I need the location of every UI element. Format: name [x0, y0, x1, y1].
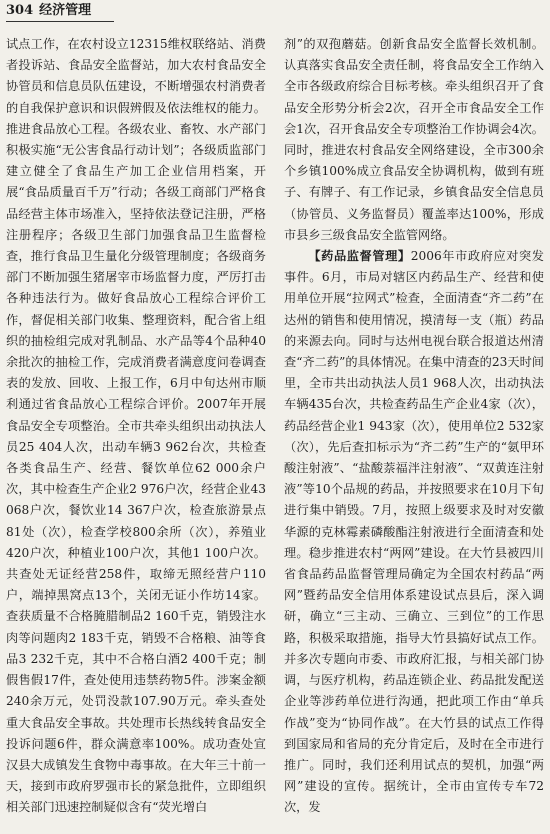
- drug-supervision-heading: 【药品监督管理】: [308, 249, 411, 264]
- page-number: 304: [6, 3, 34, 18]
- drug-supervision-paragraph: [284, 246, 544, 818]
- section-title: 经济管理: [39, 3, 92, 18]
- drug-supervision-text: 2006年市政府应对突发事件。6月，市局对辖区内药品生产、经营和使用单位开展“拉网式”检查，全面清查“齐二药”在达州的销售和使用情况，摸清每一支（瓶）药品的来源去向。同时与达州电视台联合报道达州清查“齐二药”的具体情况。在集中清查的23天时间里，全市共出动执法人员1 968人次，出动执法车辆435台次，共检查药品生产企业4家（次），药品经营企业1 943家（次），使用单位2 532家（次），先后查扣标示为“齐二药”生产的“氨甲环酸注射液”、“盐酸萘福泮注射液”、“双黄连注射液”等10个品规的药品，并按照要求在10月下旬进行集中销毁。7月，按照上级要求及时对安徽华源的克林霉素磷酸酯注射液进行全面清查和处理。稳步推进农村“两网”建设。在大竹县被四川省食品药品监督管理局确定为全国农村药品“两网”暨药品安全信用体系建设试点县后，深入调研，确立“三主动、三确立、三到位”的工作思路，积极采取措施，指导大竹县搞好试点工作。并多次专题向市委、市政府汇报，与相关部门协调，与医疗机构，药品连锁企业、药品批发配送企业等涉药单位进行沟通，把此项工作由“单兵作战”变为“协同作战”。在大竹县的试点工作得到国家局和省局的充分肯定后，及时在全市进行推广。同时，我们还利用试点的契机，加强“两网”建设的宣传。据统计，全市由宣传专车72次，发: [284, 249, 544, 815]
- left-paragraph: 试点工作，在农村设立12315维权联络站、消费者投诉站、食品安全监督站，加大农村食品安全协管员和信息员队伍建设，不断增强农村消费者的自我保护意识和识假辨假及依法维权的能力。推进食品放心工程。各级农业、畜牧、水产部门积极实施“无公害食品行动计划”；各级质监部门建立健全了食品生产加工企业信用档案，开展“食品质量百千万”行动；各级工商部门严格食品经营主体市场准入，坚持依法登记注册，严格注册程序；各级卫生部门加强食品卫生监督检查，推行食品卫生量化分级管理制度；各级商务部门不断加强生猪屠宰市场监督力度，严厉打击各种违法行为。做好食品放心工程综合评价工作，督促相关部门收集、整理资料，配合省上组织的抽检组完成对乳制品、水产品等4个品种40余批次的抽检工作，完成消费者满意度问卷调查表的发放、回收、上报工作，6月中旬达州市顺利通过省食品放心工程综合评价。2007年开展食品安全专项整治。全市共牵头组织出动执法人员25 404人次，出动车辆3 962台次，共检查各类食品生产、经营、餐饮单位62 000余户次，其中检查生产企业2 976户次，经营企业43 068户次，餐饮业14 367户次，检查旅游景点81处（次），检查学校800余所（次），养殖业420户次，种植业100户次，其他1 100户次。共查处无证经营258件，取缔无照经营户110户，端掉黑窝点13个，关闭无证小作坊14家。查获质量不合格腌腊制品2 160千克，销毁注水肉等问题肉2 183千克，销毁不合格粮、油等食品3 232千克，其中不合格白酒2 400千克；制假售假17件，查处使用违禁药物5件。涉案金额240余万元，处罚没款107.90万元。牵头查处重大食品安全事故。共处理市长热线转食品安全投诉问题6件，群众满意率100%。成功查处宣汉县大成镇发生食物中毒事故。在大年三十前一天，接到市政府罗强市长的紧急批件，立即组织相关部门迅速控制疑似含有“荧光增白: [6, 37, 266, 815]
- right-column: [284, 34, 544, 819]
- header-rule: [6, 21, 114, 22]
- left-column: [6, 34, 266, 819]
- right-paragraph: 剂”的双孢蘑菇。创新食品安全监督长效机制。认真落实食品安全责任制，将食品安全工作纳入全市各级政府综合目标考核。牵头组织召开了食品安全形势分析会2次，召开全市食品安全工作会1次，召开食品安全专项整治工作协调会4次。同时，推进农村食品安全网络建设，全市300余个乡镇100%成立食品安全协调机构，做到有班子、有牌子、有工作记录，乡镇食品安全信息员（协管员、义务监督员）覆盖率达100%，形成市县乡三级食品安全监管网络。: [284, 37, 544, 242]
